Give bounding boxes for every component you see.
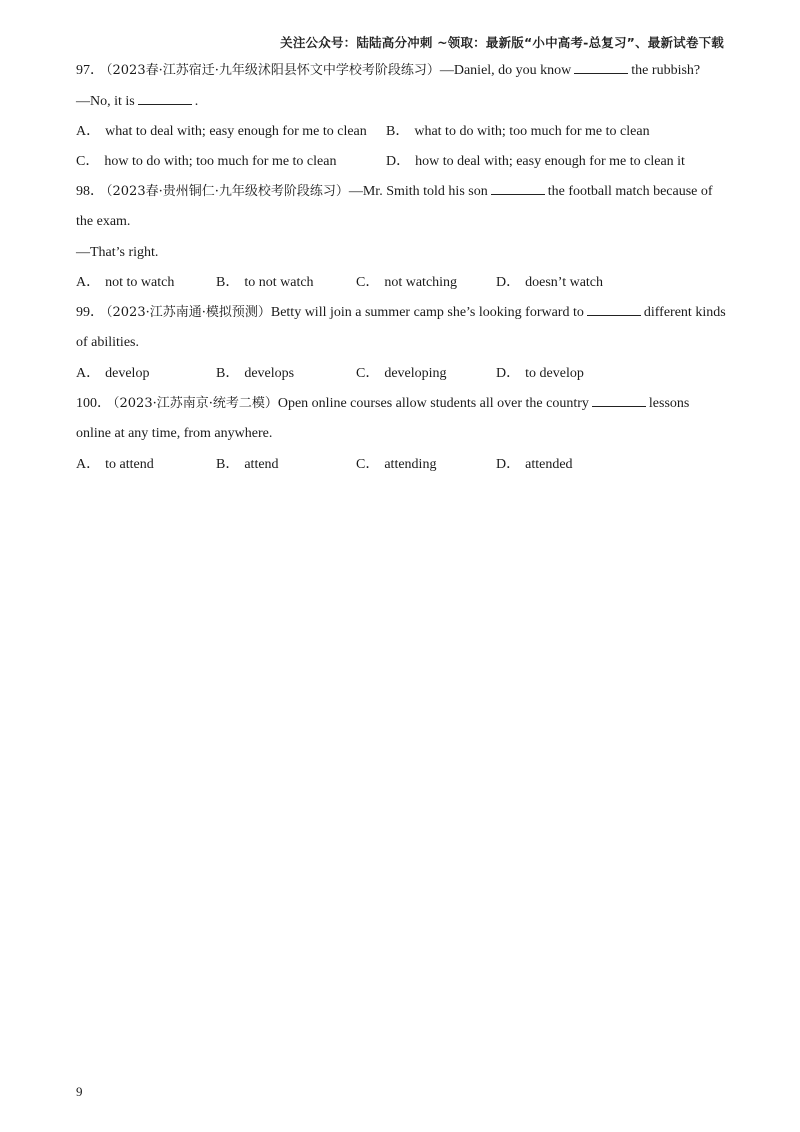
option-text: to develop <box>525 365 584 381</box>
question-reply <box>76 87 726 117</box>
option-label: D． <box>496 365 521 381</box>
option-label: A． <box>76 456 101 472</box>
reply-text-before: —No, it is <box>76 93 135 109</box>
option-label: B． <box>216 365 240 381</box>
option-label: A． <box>76 365 101 381</box>
stem-text-before: —Mr. Smith told his son <box>348 183 488 199</box>
option-c <box>356 268 496 298</box>
option-c <box>356 450 496 480</box>
question-stem <box>76 389 726 450</box>
option-label: A． <box>76 274 101 290</box>
option-row <box>76 117 726 147</box>
option-b <box>386 117 650 147</box>
option-a <box>76 117 386 147</box>
option-label: C． <box>356 365 380 381</box>
option-text: attending <box>384 456 437 472</box>
option-d <box>496 359 636 389</box>
option-text: attended <box>525 456 573 472</box>
option-a <box>76 450 216 480</box>
option-row <box>76 359 726 389</box>
option-label: C． <box>76 153 100 169</box>
option-text: what to deal with; easy enough for me to clean <box>105 123 367 139</box>
option-b <box>216 268 356 298</box>
stem-text-after: lessons online at any time, from anywhere. <box>76 395 690 441</box>
answer-blank <box>592 392 646 407</box>
option-text: doesn’t watch <box>525 274 604 290</box>
question-98 <box>76 177 726 298</box>
question-99 <box>76 298 726 389</box>
stem-text-after: the football match because of the exam. <box>76 183 713 229</box>
answer-blank <box>138 90 192 105</box>
question-stem <box>76 56 726 87</box>
question-source: （2023·江苏南通·模拟预测） <box>106 304 271 320</box>
option-row <box>76 147 726 177</box>
option-label: C． <box>356 456 380 472</box>
option-label: B． <box>216 456 240 472</box>
answer-blank <box>587 301 641 316</box>
question-number: 98． <box>76 183 104 199</box>
option-label: D． <box>496 456 521 472</box>
page-number: 9 <box>76 1084 83 1099</box>
answer-blank <box>491 180 545 195</box>
option-text: develops <box>244 365 295 381</box>
question-source: （2023春·江苏宿迁·九年级沭阳县怀文中学校考阶段练习） <box>106 63 440 78</box>
option-label: D． <box>496 274 521 290</box>
option-text: what to do with; too much for me to clean <box>414 123 650 139</box>
stem-text-before: —Daniel, do you know <box>439 63 572 78</box>
reply-text-after: . <box>194 93 199 109</box>
option-row <box>76 450 726 480</box>
question-number: 97． <box>76 63 104 78</box>
question-number: 99． <box>76 304 104 320</box>
question-stem <box>76 298 726 359</box>
page-header: 关注公众号：陆陆高分冲刺 ~领取：最新版“小中高考-总复习”、最新试卷下载 <box>280 35 724 50</box>
option-a <box>76 268 216 298</box>
option-label: B． <box>216 274 240 290</box>
option-b <box>216 450 356 480</box>
option-text: to not watch <box>244 274 314 290</box>
option-label: D． <box>386 153 411 169</box>
option-text: not watching <box>384 274 458 290</box>
option-row <box>76 268 726 298</box>
question-source: （2023·江苏南京·统考二模） <box>113 395 278 411</box>
question-source: （2023春·贵州铜仁·九年级校考阶段练习） <box>106 183 349 199</box>
option-text: attend <box>244 456 279 472</box>
option-d <box>386 147 685 177</box>
option-text: not to watch <box>105 274 175 290</box>
stem-text-after: the rubbish? <box>631 63 701 78</box>
question-97 <box>76 56 726 177</box>
question-reply: —That’s right. <box>76 244 159 260</box>
option-text: develop <box>105 365 150 381</box>
option-d <box>496 450 636 480</box>
question-100 <box>76 389 726 480</box>
question-list <box>76 56 726 480</box>
question-stem <box>76 177 726 238</box>
option-label: C． <box>356 274 380 290</box>
option-text: developing <box>384 365 447 381</box>
stem-text-before: Betty will join a summer camp she’s looking forward to <box>270 304 584 320</box>
option-text: how to deal with; easy enough for me to clean it <box>415 153 685 169</box>
option-b <box>216 359 356 389</box>
option-text: to attend <box>105 456 154 472</box>
option-c <box>356 359 496 389</box>
option-label: B． <box>386 123 410 139</box>
answer-blank <box>574 59 628 74</box>
option-text: how to do with; too much for me to clean <box>104 153 337 169</box>
question-number: 100． <box>76 395 111 411</box>
option-c <box>76 147 386 177</box>
option-d <box>496 268 636 298</box>
stem-text-after: different kinds of abilities. <box>76 304 726 350</box>
option-a <box>76 359 216 389</box>
option-label: A． <box>76 123 101 139</box>
stem-text-before: Open online courses allow students all over the country <box>277 395 589 411</box>
